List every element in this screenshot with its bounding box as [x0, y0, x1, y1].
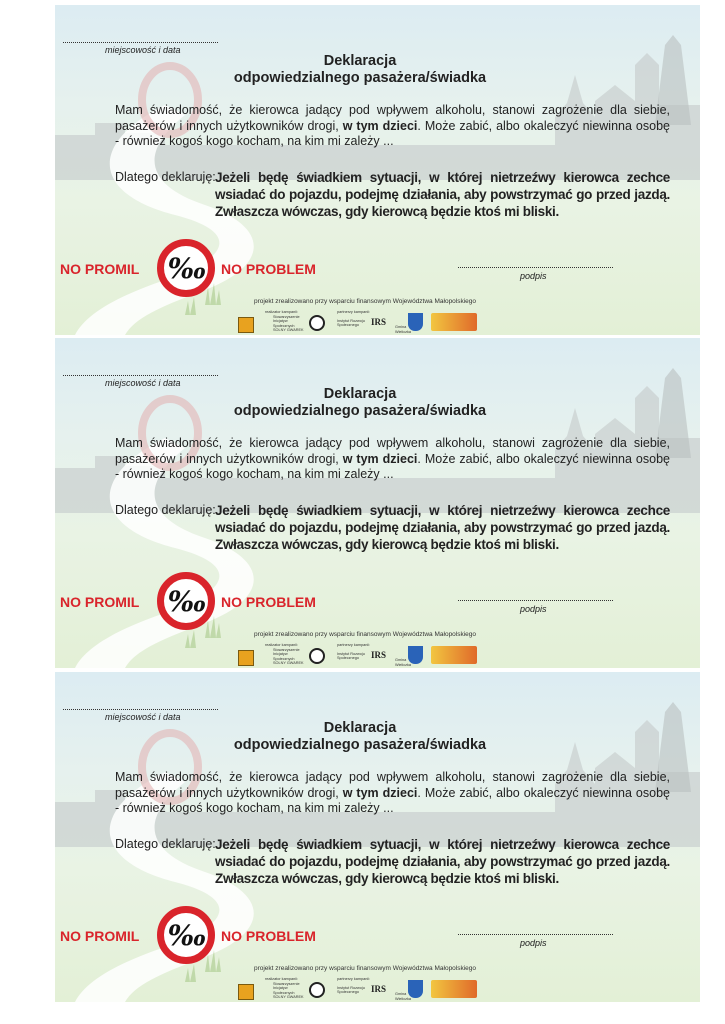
slogan-no-promil: NO PROMIL [60, 594, 140, 610]
malopolska-region-logo-icon [431, 646, 477, 664]
partner-1-name: Instytut Rozwoju Społecznego [337, 985, 365, 994]
declaration-card-3 [55, 672, 700, 1002]
title-line-2: odpowiedzialnego pasażera/świadka [233, 70, 487, 86]
title-line-2: odpowiedzialnego pasażera/świadka [233, 737, 487, 753]
awareness-paragraph [115, 770, 670, 817]
declare-label: Dlatego deklaruję: [115, 503, 216, 517]
wieliczka-coat-of-arms-icon [408, 980, 423, 998]
solny-gwarek-logo-icon [309, 648, 325, 664]
project-note: projekt zrealizowano przy wsparciu finansowym Województwa Małopolskiego [253, 631, 477, 638]
paragraph-emphasis: w tym dzieci [342, 451, 418, 466]
permille-symbol: ‰ [167, 584, 205, 618]
slogan-no-problem: NO PROBLEM [221, 594, 316, 610]
partner-1-name: Instytut Rozwoju Społecznego [337, 651, 365, 660]
partners-label: partnerzy kampanii: [337, 310, 371, 314]
organizer-label: realizator kampanii: [265, 643, 298, 647]
organizer-name: Stowarzyszenie Inicjatyw Społecznych SOLNY GWAREK [273, 647, 304, 665]
campaign-logo-icon [238, 984, 254, 1000]
malopolska-region-logo-icon [431, 313, 477, 331]
wieliczka-coat-of-arms-icon [408, 313, 423, 331]
awareness-paragraph [115, 103, 670, 150]
irs-logo-icon: IRS [371, 317, 387, 327]
declare-label: Dlatego deklaruję: [115, 837, 216, 851]
place-date-line[interactable] [63, 42, 218, 43]
awareness-paragraph [115, 436, 670, 483]
wieliczka-coat-of-arms-icon [408, 646, 423, 664]
paragraph-part-1: Mam świadomość, że kierowca jadący pod wpływem alkoholu, stanowi zagrożenie dla siebie, pasażerów i innych użytkowników drogi, [115, 770, 670, 800]
organizer-label: realizator kampanii: [265, 310, 298, 314]
partner-2-name: Gmina Wieliczka [395, 325, 412, 334]
irs-logo-icon: IRS [371, 650, 387, 660]
title-line-1: Deklaracja [323, 386, 397, 402]
declaration-text: Jeżeli będę świadkiem sytuacji, w której nietrzeźwy kierowca zechce wsiadać do pojazdu, podejmę działania, aby powstrzymać go przed jazdą. Zwłaszcza wówczas, gdy kierowcą będzie ktoś mi bliski. [215, 170, 670, 219]
place-date-label: miejscowość i data [105, 712, 181, 722]
signature-line[interactable] [458, 267, 613, 268]
campaign-logo-icon [238, 650, 254, 666]
paragraph-part-2: . Może zabić, albo okaleczyć niewinna osobę - również kogoś kogo kocham, na kim mi zależy ... [115, 451, 670, 481]
solny-gwarek-logo-icon [309, 982, 325, 998]
permille-symbol: ‰ [167, 251, 205, 285]
project-note: projekt zrealizowano przy wsparciu finansowym Województwa Małopolskiego [253, 298, 477, 305]
place-date-line[interactable] [63, 709, 218, 710]
signature-label: podpis [520, 271, 547, 281]
signature-label: podpis [520, 604, 547, 614]
paragraph-part-1: Mam świadomość, że kierowca jadący pod wpływem alkoholu, stanowi zagrożenie dla siebie, pasażerów i innych użytkowników drogi, [115, 103, 670, 133]
paragraph-part-2: . Może zabić, albo okaleczyć niewinna osobę - również kogoś kogo kocham, na kim mi zależy ... [115, 118, 670, 148]
title-line-1: Deklaracja [323, 53, 397, 69]
signature-line[interactable] [458, 934, 613, 935]
paragraph-emphasis: w tym dzieci [342, 118, 418, 133]
partners-label: partnerzy kampanii: [337, 643, 371, 647]
signature-line[interactable] [458, 600, 613, 601]
slogan-no-problem: NO PROBLEM [221, 261, 316, 277]
organizer-block [265, 643, 315, 666]
title-line-2: odpowiedzialnego pasażera/świadka [233, 403, 487, 419]
partner-2-name: Gmina Wieliczka [395, 658, 412, 667]
organizer-block [265, 977, 315, 1000]
partner-1-name: Instytut Rozwoju Społecznego [337, 318, 365, 327]
paragraph-part-1: Mam świadomość, że kierowca jadący pod wpływem alkoholu, stanowi zagrożenie dla siebie, pasażerów i innych użytkowników drogi, [115, 436, 670, 466]
irs-logo-icon: IRS [371, 984, 387, 994]
malopolska-region-logo-icon [431, 980, 477, 998]
slogan-no-promil: NO PROMIL [60, 928, 140, 944]
declare-label: Dlatego deklaruję: [115, 170, 216, 184]
no-alcohol-sign-icon [157, 906, 215, 964]
organizer-label: realizator kampanii: [265, 977, 298, 981]
declaration-card-1 [55, 5, 700, 335]
no-alcohol-sign-icon [157, 572, 215, 630]
declaration-card-2 [55, 338, 700, 668]
card-title [215, 386, 505, 420]
title-line-1: Deklaracja [323, 720, 397, 736]
project-note: projekt zrealizowano przy wsparciu finansowym Województwa Małopolskiego [253, 965, 477, 972]
partners-label: partnerzy kampanii: [337, 977, 371, 981]
card-title [215, 720, 505, 754]
organizer-name: Stowarzyszenie Inicjatyw Społecznych SOLNY GWAREK [273, 314, 304, 332]
signature-label: podpis [520, 938, 547, 948]
no-alcohol-sign-icon [157, 239, 215, 297]
permille-symbol: ‰ [167, 918, 205, 952]
card-title [215, 53, 505, 87]
slogan-no-problem: NO PROBLEM [221, 928, 316, 944]
slogan-no-promil: NO PROMIL [60, 261, 140, 277]
paragraph-part-2: . Może zabić, albo okaleczyć niewinna osobę - również kogoś kogo kocham, na kim mi zależy ... [115, 785, 670, 815]
place-date-line[interactable] [63, 375, 218, 376]
campaign-logo-icon [238, 317, 254, 333]
place-date-label: miejscowość i data [105, 45, 181, 55]
place-date-label: miejscowość i data [105, 378, 181, 388]
declaration-text: Jeżeli będę świadkiem sytuacji, w której nietrzeźwy kierowca zechce wsiadać do pojazdu, podejmę działania, aby powstrzymać go przed jazdą. Zwłaszcza wówczas, gdy kierowcą będzie ktoś mi bliski. [215, 837, 670, 886]
declaration-text: Jeżeli będę świadkiem sytuacji, w której nietrzeźwy kierowca zechce wsiadać do pojazdu, podejmę działania, aby powstrzymać go przed jazdą. Zwłaszcza wówczas, gdy kierowcą będzie ktoś mi bliski. [215, 503, 670, 552]
organizer-name: Stowarzyszenie Inicjatyw Społecznych SOLNY GWAREK [273, 981, 304, 999]
organizer-block [265, 310, 315, 333]
paragraph-emphasis: w tym dzieci [342, 785, 418, 800]
solny-gwarek-logo-icon [309, 315, 325, 331]
partner-2-name: Gmina Wieliczka [395, 992, 412, 1001]
